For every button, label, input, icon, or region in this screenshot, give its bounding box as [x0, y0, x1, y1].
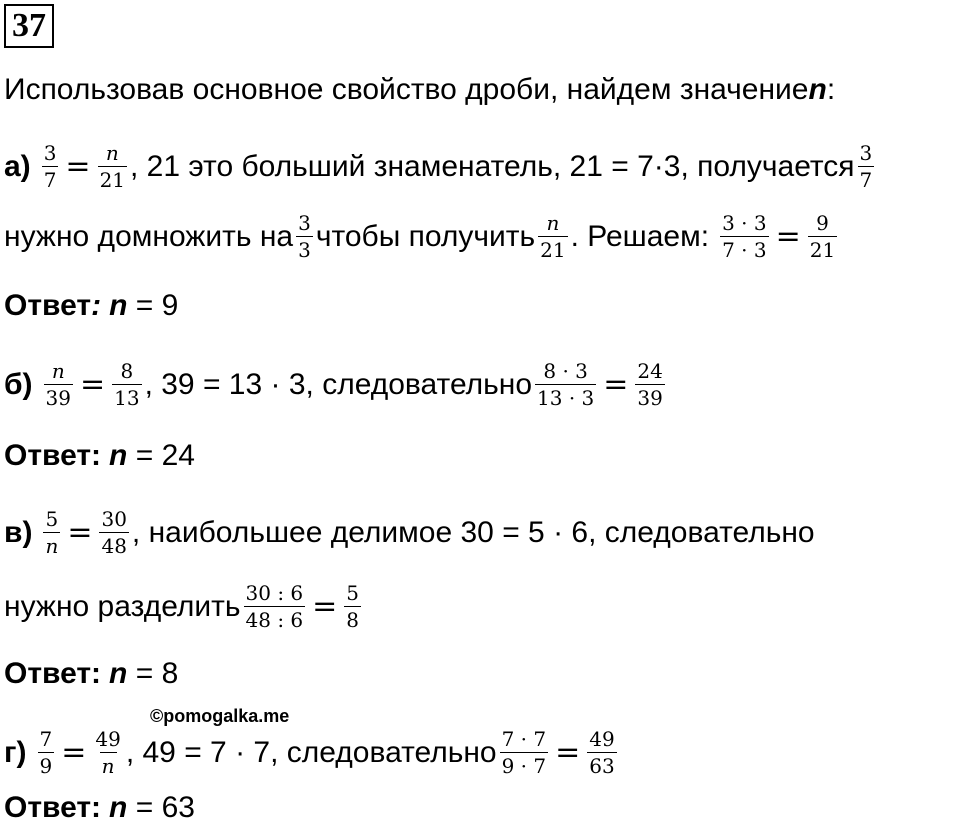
equals-sign: =: [312, 588, 338, 624]
fraction: $\frac{5}{8}$: [346, 581, 360, 632]
fraction: $\frac{49}{n}$: [95, 727, 121, 778]
part-g-label: г): [4, 735, 27, 769]
fraction: $\frac{8}{13}$: [114, 359, 140, 410]
answer-label: Ответ:: [4, 657, 102, 690]
fraction: $\frac{24}{39}$: [637, 359, 663, 410]
part-v-line-1: [4, 506, 815, 559]
answer-colon: :: [91, 289, 102, 322]
equals-sign: =: [555, 734, 581, 770]
fraction: $\frac{n}{21}$: [540, 211, 566, 262]
part-g-text-1: , 49 = 7 · 7, следовательно: [125, 735, 497, 769]
part-a-line-2: [4, 210, 840, 263]
fraction: $\frac{3}{3}$: [298, 211, 311, 262]
part-a-text-1: , 21 это больший знаменатель, 21 = 7·3, получается: [130, 149, 855, 183]
answer-label: Ответ:: [4, 439, 102, 472]
part-b-text-1: , 39 = 13 · 3, следовательно: [144, 367, 533, 401]
part-a-line-1: [4, 140, 877, 193]
part-v-line-2: [4, 580, 364, 633]
equals-sign: =: [67, 514, 93, 550]
part-a-text-2: нужно домножить на: [4, 219, 294, 253]
part-b-line-1: [4, 358, 668, 411]
watermark: ©pomogalka.me: [150, 706, 290, 726]
equals-sign: =: [603, 366, 629, 402]
answer-var: n: [109, 791, 128, 824]
intro-colon: :: [826, 73, 836, 106]
answer-value: = 63: [127, 791, 195, 824]
answer-var: n: [109, 439, 128, 472]
fraction: $\frac{30}{48}$: [101, 507, 127, 558]
fraction: $\frac{n}{39}$: [45, 359, 71, 410]
fraction: $\frac{3}{7}$: [43, 141, 57, 192]
answer-var: n: [109, 657, 128, 690]
answer-value: = 9: [127, 289, 179, 322]
part-v-label: в): [4, 515, 33, 549]
fraction: $\frac{8 \cdot 3}{13 \cdot 3}$: [537, 359, 595, 410]
intro-line: [4, 72, 835, 108]
part-a-answer: [4, 288, 178, 324]
fraction: $\frac{49}{63}$: [589, 727, 615, 778]
intro-text: Использовав основное свойство дроби, найдем значение: [4, 73, 809, 106]
equals-sign: =: [79, 366, 106, 402]
fraction: $\frac{3 \cdot 3}{7 \cdot 3}$: [722, 211, 767, 262]
intro-var: n: [808, 73, 827, 106]
fraction: $\frac{7}{9}$: [39, 727, 53, 778]
part-v-text-1: , наибольшее делимое 30 = 5 · 6, следовательно: [131, 515, 815, 549]
equals-sign: =: [775, 218, 801, 254]
part-v-answer: [4, 656, 178, 692]
part-a-text-3: чтобы получить: [315, 219, 536, 253]
answer-label: Ответ: [4, 289, 92, 322]
task-number: 37: [4, 4, 54, 48]
fraction: $\frac{30 : 6}{48 : 6}$: [245, 581, 304, 632]
fraction: $\frac{3}{7}$: [859, 141, 873, 192]
fraction: $\frac{9}{21}$: [809, 211, 836, 262]
part-g-answer: [4, 790, 195, 826]
answer-value: = 24: [127, 439, 195, 472]
part-b-answer: [4, 438, 195, 474]
fraction: $\frac{7 \cdot 7}{9 \cdot 7}$: [501, 727, 547, 778]
part-b-label: б): [4, 367, 33, 401]
answer-label: Ответ:: [4, 791, 102, 824]
answer-value: = 8: [127, 657, 179, 690]
part-a-label: а): [4, 149, 31, 183]
part-a-text-4: . Решаем:: [570, 219, 710, 253]
equals-sign: =: [61, 734, 87, 770]
part-v-text-2: нужно разделить: [4, 589, 241, 623]
part-g-line-1: [4, 726, 620, 779]
equals-sign: =: [65, 148, 91, 184]
fraction: $\frac{5}{n}$: [45, 507, 59, 558]
fraction: $\frac{n}{21}$: [99, 141, 126, 192]
answer-var: n: [109, 289, 128, 322]
